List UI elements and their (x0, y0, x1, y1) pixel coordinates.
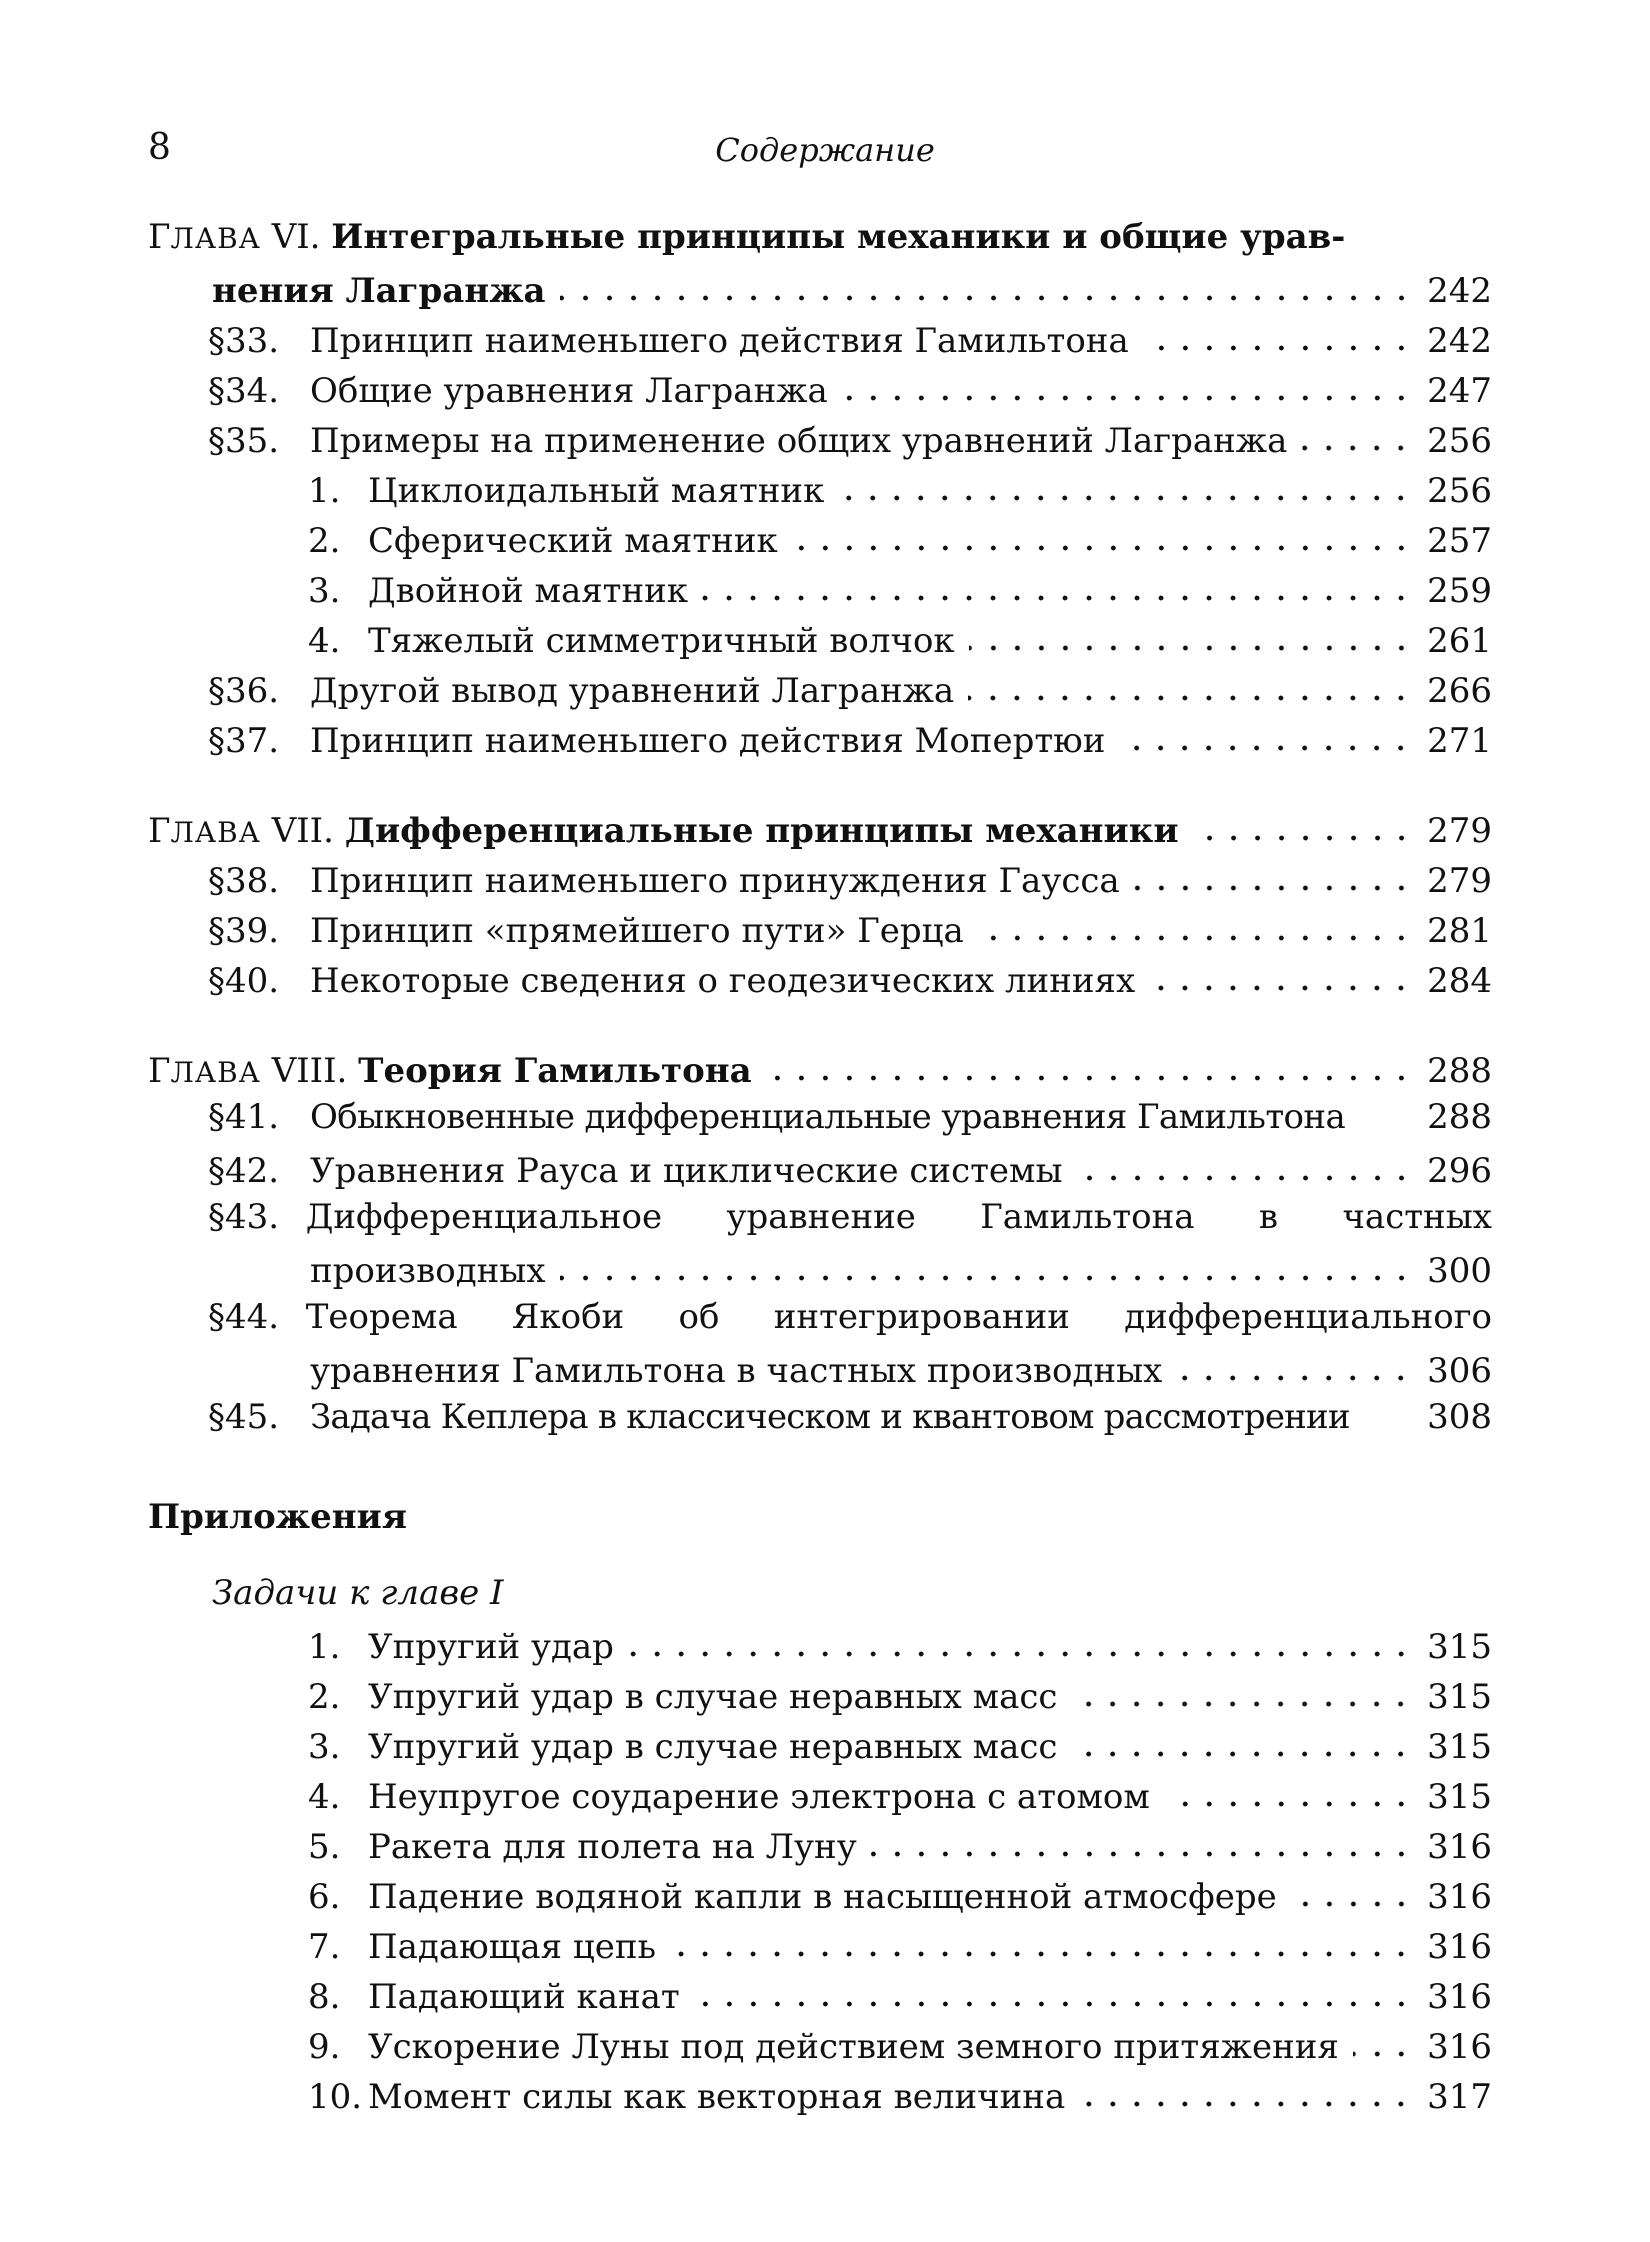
toc-entry[interactable] (208, 362, 1492, 412)
dot-leader (560, 1242, 1414, 1282)
section-number: §41. (208, 1097, 280, 1137)
dot-leader (1143, 312, 1413, 352)
toc-subentry[interactable] (308, 1818, 1492, 1868)
page-ref: 316 (1427, 2027, 1492, 2067)
toc-subentry[interactable] (308, 1718, 1492, 1768)
item-number: 8. (308, 1977, 341, 2017)
toc-subentry[interactable] (308, 562, 1492, 612)
page-ref: 288 (1427, 1097, 1492, 1137)
item-number: 10. (308, 2077, 363, 2117)
toc-subentry[interactable] (308, 612, 1492, 662)
chapter-heading[interactable] (148, 212, 1492, 262)
dot-leader (792, 512, 1413, 552)
page-ref: 308 (1427, 1397, 1492, 1437)
dot-leader (842, 362, 1413, 402)
dot-leader (978, 902, 1413, 942)
chapter-title: Теория Гамильтона (358, 1051, 752, 1091)
dot-leader (969, 612, 1413, 652)
item-title: Упругий удар в случае неравных масс (368, 1677, 1058, 1717)
page-ref: 316 (1427, 1927, 1492, 1967)
section-title: Некоторые сведения о геодезических линиях (310, 961, 1136, 1001)
toc-entry[interactable] (208, 1392, 1492, 1442)
section-number: §45. (208, 1397, 280, 1437)
section-number: §35. (208, 421, 280, 461)
dot-leader (1291, 1868, 1413, 1908)
section-title: Примеры на применение общих уравнений Лагранжа (310, 421, 1288, 461)
toc-entry[interactable] (208, 1092, 1492, 1142)
section-number: §36. (208, 671, 280, 711)
section-title: уравнения Гамильтона в частных производных (310, 1351, 1163, 1391)
dot-leader (1079, 2068, 1413, 2108)
item-title: Ракета для полета на Луну (368, 1827, 857, 1867)
page-ref: 315 (1427, 1777, 1492, 1817)
item-number: 3. (308, 1727, 341, 1767)
toc-subentry[interactable] (308, 1868, 1492, 1918)
chapter-title: Дифференциальные принципы механики (344, 811, 1179, 851)
page-ref: 257 (1427, 521, 1492, 561)
section-title: Принцип наименьшего принуждения Гаусса (310, 861, 1120, 901)
item-title: Ускорение Луны под действием земного притяжения (368, 2027, 1339, 2067)
item-title: Циклоидальный маятник (368, 471, 825, 511)
toc-subentry[interactable] (308, 2068, 1492, 2118)
chapter-label: ГЛАВА VI. (148, 217, 321, 257)
item-title: Упругий удар в случае неравных масс (368, 1727, 1058, 1767)
item-title: Падающий канат (368, 1977, 680, 2017)
item-number: 6. (308, 1877, 341, 1917)
page-ref: 256 (1427, 421, 1492, 461)
page-ref: 279 (1427, 811, 1492, 851)
dot-leader (628, 1618, 1413, 1658)
dot-leader (766, 1042, 1413, 1082)
dot-leader (1119, 712, 1413, 752)
page-ref: 315 (1427, 1677, 1492, 1717)
item-number: 9. (308, 2027, 341, 2067)
section-number: §44. (208, 1297, 280, 1337)
section-number: §39. (208, 911, 280, 951)
chapter-title: нения Лагранжа (212, 271, 546, 311)
page-ref: 317 (1427, 2077, 1492, 2117)
page-ref: 315 (1427, 1727, 1492, 1767)
dot-leader (871, 1818, 1413, 1858)
section-title: Другой вывод уравнений Лагранжа (310, 671, 955, 711)
section-title: Уравнения Рауса и циклические системы (310, 1151, 1063, 1191)
page-ref: 316 (1427, 1977, 1492, 2017)
item-title: Падающая цепь (368, 1927, 657, 1967)
toc-entry[interactable] (208, 312, 1492, 362)
item-title: Тяжелый симметричный волчок (368, 621, 955, 661)
section-number: §38. (208, 861, 280, 901)
item-title: Двойной маятник (368, 571, 689, 611)
toc-subentry[interactable] (308, 1668, 1492, 1718)
toc-entry[interactable] (208, 952, 1492, 1002)
section-number: §42. (208, 1151, 280, 1191)
chapter-heading[interactable] (148, 802, 1492, 852)
page-ref: 316 (1427, 1877, 1492, 1917)
page-ref: 288 (1427, 1051, 1492, 1091)
toc-entry[interactable] (208, 1192, 1492, 1242)
section-number: §37. (208, 721, 280, 761)
dot-leader (1149, 952, 1413, 992)
dot-leader (1071, 1718, 1413, 1758)
dot-leader (1193, 802, 1414, 842)
section-title: Обыкновенные дифференциальные уравнения Гамильтона (310, 1097, 1346, 1137)
toc-subentry[interactable] (308, 512, 1492, 562)
toc-entry-cont[interactable] (310, 1342, 1492, 1392)
chapter-heading-cont[interactable] (212, 262, 1492, 312)
item-title: Неупругое соударение электрона с атомом (368, 1777, 1150, 1817)
toc-entry[interactable] (208, 852, 1492, 902)
toc-entry[interactable] (208, 412, 1492, 462)
dot-leader (694, 1968, 1413, 2008)
page-ref: 306 (1427, 1351, 1492, 1391)
item-number: 5. (308, 1827, 341, 1867)
toc-subentry[interactable] (308, 2018, 1492, 2068)
item-title: Падение водяной капли в насыщенной атмосфере (368, 1877, 1277, 1917)
page-ref: 256 (1427, 471, 1492, 511)
page-ref: 296 (1427, 1151, 1492, 1191)
toc-subentry[interactable] (308, 462, 1492, 512)
page-ref: 266 (1427, 671, 1492, 711)
page-number: 8 (148, 127, 171, 168)
toc-entry[interactable] (208, 902, 1492, 952)
dot-leader (1353, 2018, 1413, 2058)
chapter-label: ГЛАВА VII. (148, 811, 334, 851)
dot-leader (968, 662, 1413, 702)
page-ref: 300 (1427, 1251, 1492, 1291)
toc-entry[interactable] (208, 712, 1492, 762)
page-ref: 259 (1427, 571, 1492, 611)
section-number: §40. (208, 961, 280, 1001)
section-title: Общие уравнения Лагранжа (310, 371, 828, 411)
page-ref: 271 (1427, 721, 1492, 761)
page-ref: 242 (1427, 271, 1492, 311)
chapter-heading[interactable] (148, 1042, 1492, 1092)
dot-leader (1071, 1668, 1413, 1708)
dot-leader (670, 1918, 1413, 1958)
item-number: 2. (308, 1677, 341, 1717)
section-number: §34. (208, 371, 280, 411)
dot-leader (702, 562, 1413, 602)
item-number: 2. (308, 521, 341, 561)
appendix-subheading: Задачи к главе I (212, 1573, 504, 1613)
appendix-heading[interactable]: Приложения (148, 1497, 407, 1537)
section-number: §43. (208, 1197, 280, 1237)
item-number: 4. (308, 1777, 341, 1817)
page-ref: 281 (1427, 911, 1492, 951)
toc-entry[interactable] (208, 1292, 1492, 1342)
section-title: Дифференциальное уравнение Гамильтона в частных (305, 1197, 1492, 1237)
chapter-label: ГЛАВА VIII. (148, 1051, 348, 1091)
section-title: Теорема Якоби об интегрировании дифференциального (305, 1297, 1492, 1337)
dot-leader (1301, 412, 1413, 452)
toc-subentry[interactable] (308, 1768, 1492, 1818)
section-title: Принцип наименьшего действия Гамильтона (310, 321, 1129, 361)
section-number: §33. (208, 321, 280, 361)
item-number: 7. (308, 1927, 341, 1967)
dot-leader (1176, 1342, 1413, 1382)
toc-entry-cont[interactable] (310, 1242, 1492, 1292)
dot-leader (1134, 852, 1413, 892)
dot-leader (560, 262, 1414, 302)
page-ref: 242 (1427, 321, 1492, 361)
item-title: Упругий удар (368, 1627, 614, 1667)
toc-subentry[interactable] (308, 1618, 1492, 1668)
page-ref: 315 (1427, 1627, 1492, 1667)
toc-entry[interactable] (208, 1142, 1492, 1192)
page-ref: 247 (1427, 371, 1492, 411)
dot-leader (838, 462, 1413, 502)
section-title: Задача Кеплера в классическом и квантовом рассмотрении (310, 1397, 1350, 1437)
toc-subentry[interactable] (308, 1968, 1492, 2018)
item-number: 1. (308, 471, 341, 511)
toc-subentry[interactable] (308, 1918, 1492, 1968)
chapter-title: Интегральные принципы механики и общие урав- (331, 217, 1346, 257)
item-title: Сферический маятник (368, 521, 778, 561)
section-title: Принцип наименьшего действия Мопертюи (310, 721, 1106, 761)
dot-leader (1077, 1142, 1414, 1182)
item-number: 3. (308, 571, 341, 611)
page-ref: 284 (1427, 961, 1492, 1001)
page-ref: 261 (1427, 621, 1492, 661)
page-ref: 316 (1427, 1827, 1492, 1867)
toc-entry[interactable] (208, 662, 1492, 712)
running-header: Содержание (715, 131, 935, 169)
section-title: производных (310, 1251, 546, 1291)
section-title: Принцип «прямейшего пути» Герца (310, 911, 964, 951)
item-number: 4. (308, 621, 341, 661)
dot-leader (1164, 1768, 1413, 1808)
page-ref: 279 (1427, 861, 1492, 901)
item-title: Момент силы как векторная величина (368, 2077, 1066, 2117)
item-number: 1. (308, 1627, 341, 1667)
